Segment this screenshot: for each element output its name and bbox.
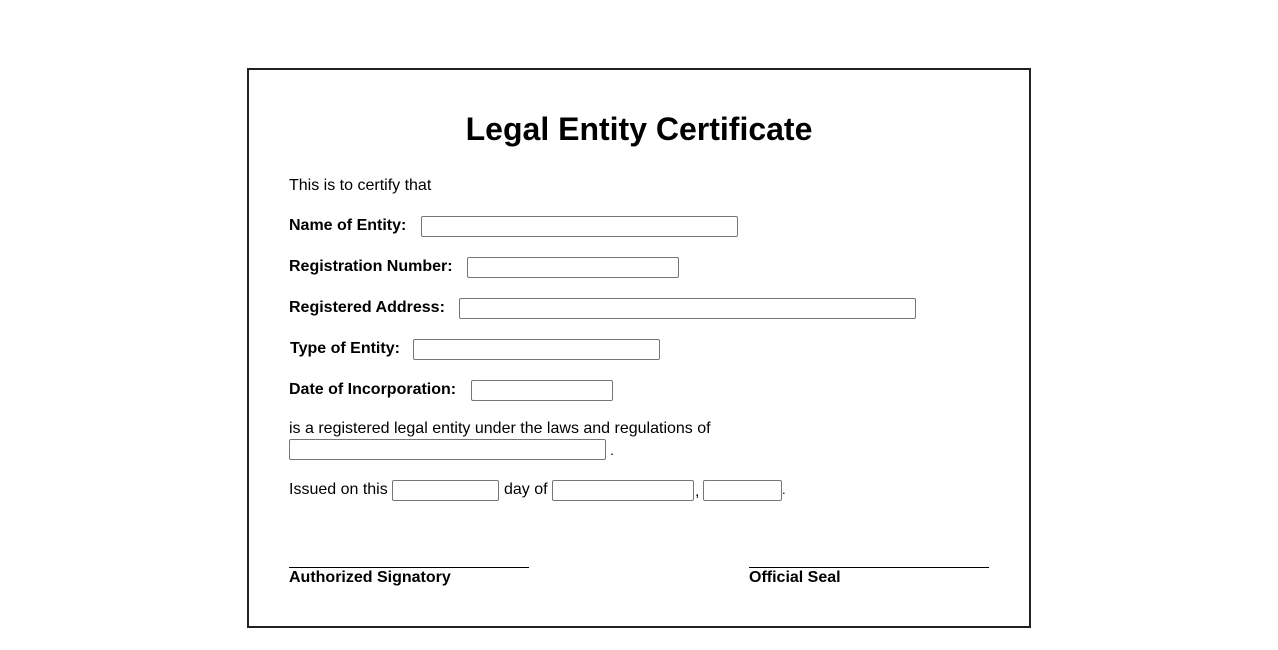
- entity-type-label: Type of Entity:: [290, 340, 400, 357]
- incorporation-date-input[interactable]: [471, 380, 613, 401]
- jurisdiction-text: is a registered legal entity under the laws and regulations of: [289, 420, 711, 437]
- intro-text: This is to certify that: [289, 177, 432, 194]
- entity-type-input[interactable]: [413, 339, 660, 360]
- certificate-title: Legal Entity Certificate: [465, 111, 813, 147]
- issued-prefix-text: Issued on this: [289, 481, 388, 498]
- issued-year-input[interactable]: [703, 480, 782, 501]
- jurisdiction-input[interactable]: [289, 439, 606, 460]
- registration-number-input[interactable]: [467, 257, 679, 278]
- incorporation-date-label: Date of Incorporation:: [289, 381, 457, 398]
- issued-day-input[interactable]: [392, 480, 499, 501]
- certificate: [247, 68, 1031, 628]
- entity-name-label: Name of Entity:: [289, 217, 407, 234]
- registered-address-label: Registered Address:: [289, 299, 445, 316]
- authorized-signatory-label: Authorized Signatory: [289, 569, 451, 586]
- entity-name-input[interactable]: [421, 216, 738, 237]
- issued-day-of-text: day of: [504, 481, 548, 498]
- jurisdiction-period: .: [610, 442, 614, 458]
- registered-address-input[interactable]: [459, 298, 916, 319]
- registration-number-label: Registration Number:: [289, 258, 453, 275]
- issued-comma: ,: [695, 483, 700, 500]
- issued-month-input[interactable]: [552, 480, 694, 501]
- issued-end-period: .: [782, 482, 786, 497]
- official-seal-label: Official Seal: [749, 569, 841, 586]
